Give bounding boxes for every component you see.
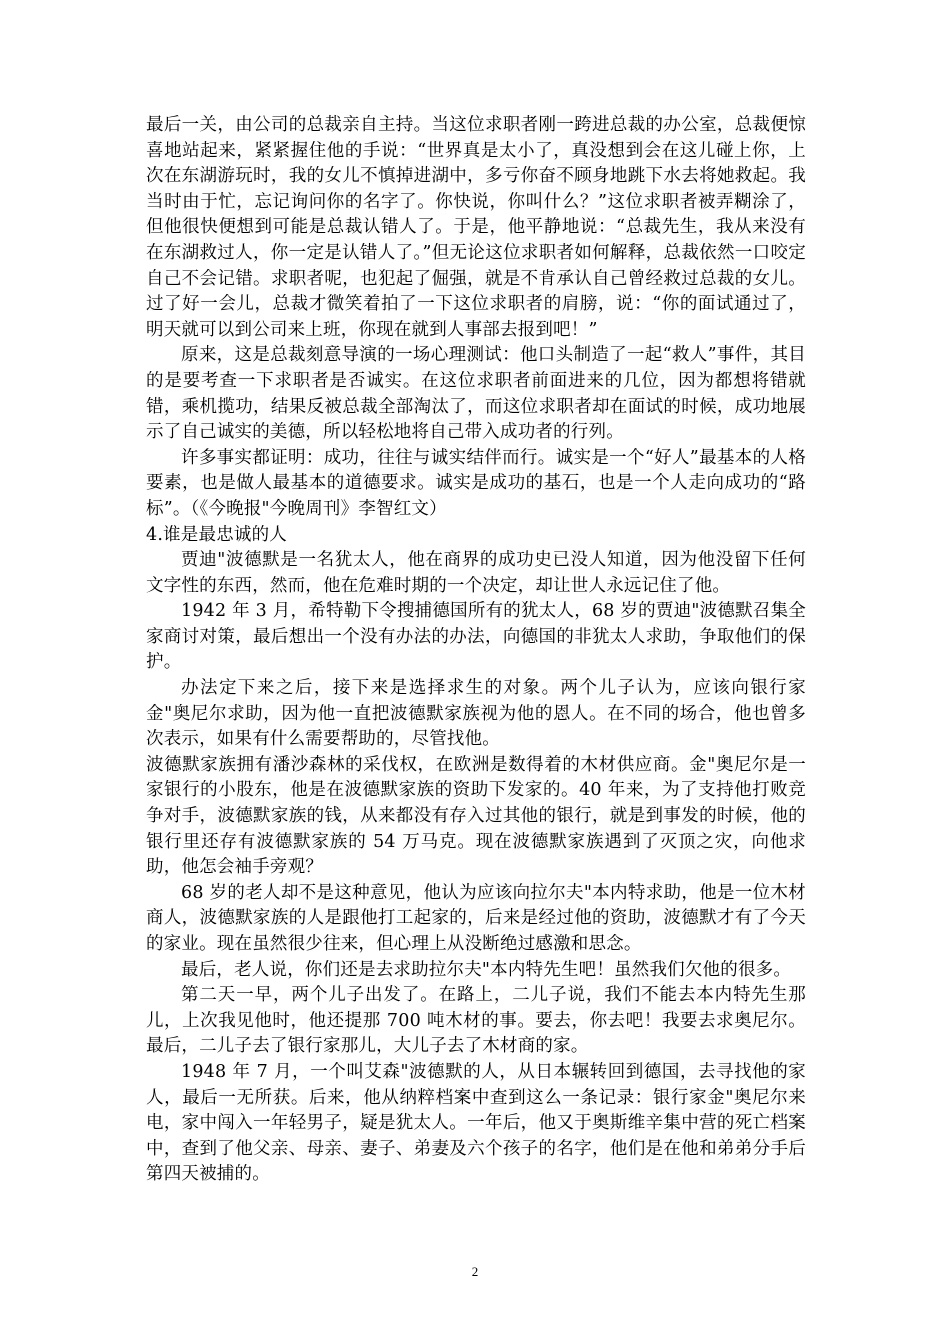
- page-number: 2: [471, 1264, 479, 1279]
- paragraph: 1942 年 3 月，希特勒下令搜捕德国所有的犹太人，68 岁的贾迪"波德默召集全家商讨对策，最后想出一个没有办法的办法，向德国的非犹太人求助，争取他们的保护。: [146, 601, 806, 673]
- paragraph: 许多事实都证明：成功，往往与诚实结伴而行。诚实是一个“好人”最基本的人格要素，也是做人最基本的道德要求。诚实是成功的基石，也是一个人走向成功的“路标”。（《今晚报"今晚周刊》李智红文）: [146, 447, 806, 519]
- paragraph: 最后，老人说，你们还是去求助拉尔夫"本内特先生吧！虽然我们欠他的很多。: [181, 959, 792, 980]
- paragraph: 贾迪"波德默是一名犹太人，他在商界的成功史已没人知道，因为他没留下任何文字性的东西，然而，他在危难时期的一个决定，却让世人永远记住了他。: [146, 550, 806, 596]
- paragraph: 办法定下来之后，接下来是选择求生的对象。两个儿子认为，应该向银行家金"奥尼尔求助，因为他一直把波德默家族视为他的恩人。在不同的场合，他也曾多次表示，如果有什么需要帮助的，尽管找他。: [146, 678, 806, 750]
- paragraph: 1948 年 7 月，一个叫艾森"波德默的人，从日本辗转回到德国，去寻找他的家人，最后一无所获。后来，他从纳粹档案中查到这么一条记录：银行家金"奥尼尔来电，家中闯入一年轻男子，疑是犹太人。一年后，他又于奥斯维辛集中营的死亡档案中，查到了他父亲、母亲、妻子、弟妻及六个孩子的名字，他们是在他和弟弟分手后第四天被捕的。: [146, 1061, 806, 1185]
- paragraph: 原来，这是总裁刻意导演的一场心理测试：他口头制造了一起“救人”事件，其目的是要考查一下求职者是否诚实。在这位求职者前面进来的几位，因为都想将错就错，乘机揽功，结果反被总裁全部淘汰了，而这位求职者却在面试的时候，成功地展示了自己诚实的美德，所以轻松地将自己带入成功者的行列。: [146, 345, 806, 443]
- paragraph: 68 岁的老人却不是这种意见，他认为应该向拉尔夫"本内特求助，他是一位木材商人，波德默家族的人是跟他打工起家的，后来是经过他的资助，波德默才有了今天的家业。现在虽然很少往来，但心理上从没断绝过感激和思念。: [146, 882, 806, 954]
- section-heading: 4.谁是最忠诚的人: [146, 524, 287, 545]
- paragraph: 最后一关，由公司的总裁亲自主持。当这位求职者刚一跨进总裁的办公室，总裁便惊喜地站起来，紧紧握住他的手说：“世界真是太小了，真没想到会在这儿碰上你，上次在东湖游玩时，我的女儿不慎掉进湖中，多亏你奋不顾身地跳下水去将她救起。我当时由于忙，忘记询问你的名字了。你快说，你叫什么？”这位求职者被弄糊涂了，但他很快便想到可能是总裁认错人了。于是，他平静地说：“总裁先生，我从来没有在东湖救过人，你一定是认错人了。”但无论这位求职者如何解释，总裁依然一口咬定自己不会记错。求职者呢，也犯起了倔强，就是不肯承认自己曾经救过总裁的女儿。过了好一会儿，总裁才微笑着拍了一下这位求职者的肩膀，说：“你的面试通过了，明天就可以到公司来上班，你现在就到人事部去报到吧！”: [146, 115, 806, 340]
- paragraph: 波德默家族拥有潘沙森林的采伐权，在欧洲是数得着的木材供应商。金"奥尼尔是一家银行的小股东，他是在波德默家族的资助下发家的。40 年来，为了支持他打败竞争对手，波德默家族的钱，从来都没有存入过其他的银行，就是到事发的时候，他的银行里还存有波德默家族的 54 万马克。现在波德默家族遇到了灭顶之灾，向他求助，他怎会袖手旁观？: [146, 754, 806, 878]
- paragraph: 第二天一早，两个儿子出发了。在路上，二儿子说，我们不能去本内特先生那儿，上次我见他时，他还提那 700 吨木材的事。要去，你去吧！我要去求奥尼尔。最后，二儿子去了银行家那儿，大儿子去了木材商的家。: [146, 985, 806, 1057]
- document-body: [146, 113, 806, 1188]
